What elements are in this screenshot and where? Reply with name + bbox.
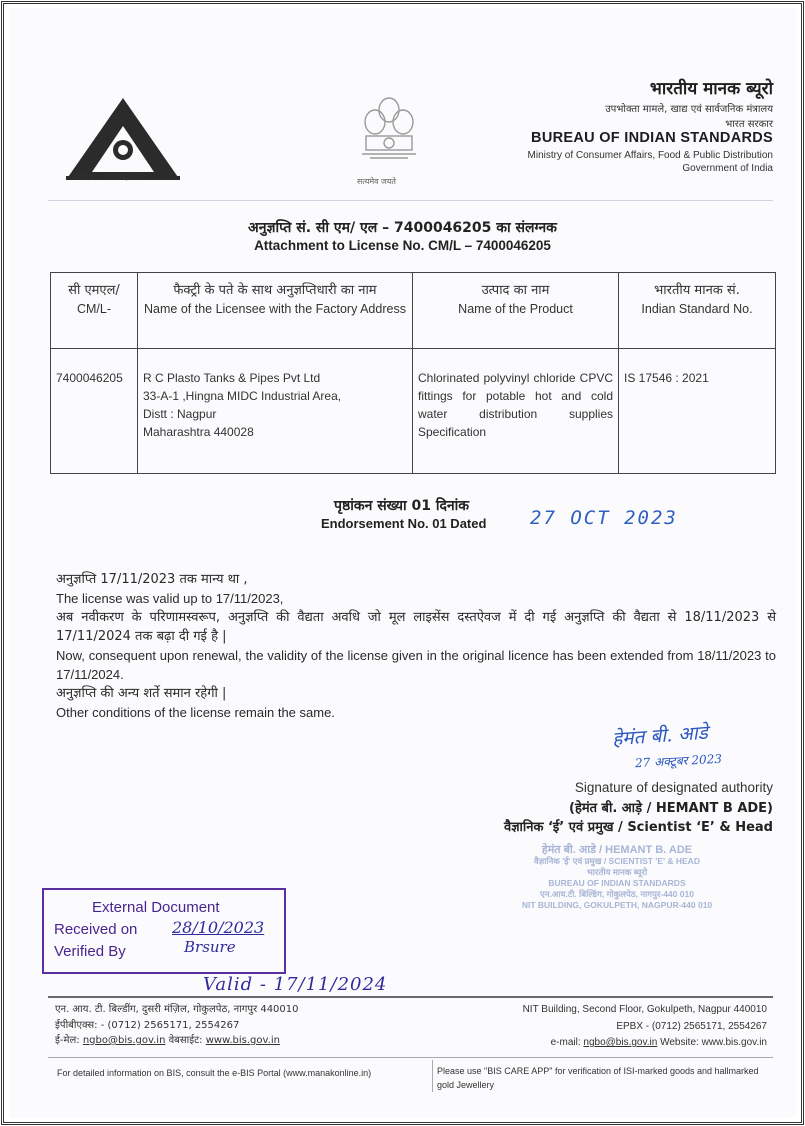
header-cml: सी एमएल/ CM/L- <box>51 273 138 349</box>
logo-caption: मानक: पथप्रदर्शक <box>74 172 144 182</box>
renewal-note-hindi: अब नवीकरण के परिणामस्वरूप, अनुज्ञप्ति की वैद्यता अवधि जो मूल लाइसेंस दस्तऐवज में दी गई अनुज्ञप्ति की वैद्यता से 18/11/2023 से 17/11/2024 तक बढ़ा दी गई है | <box>56 610 776 644</box>
footer-address-english: NIT Building, Second Floor, Gokulpeth, Nagpur 440010 EPBX - (0712) 2565171, 2554267 e-mail: ngbo@bis.gov.in Website: www.bis.gov.in <box>522 1004 767 1048</box>
renewal-note-english: Now, consequent upon renewal, the validity of the license given in the original licence has been extended from 18/11/2023 to 17/11/2024. <box>56 648 776 682</box>
footer-portal-note: For detailed information on BIS, consult the e-BIS Portal (www.manakonline.in) <box>57 1068 372 1078</box>
stamp-title: External Document <box>92 899 220 916</box>
stamp-verifier-signature: Brsure <box>184 938 236 956</box>
faded-seal: हेमंत बी. आडे / HEMANT B. ADE वैज्ञानिक 'ई' एवं प्रमुख / SCIENTIST 'E' & HEAD भारतीय मानक ब्यूरो BUREAU OF INDIAN STANDARDS एन.आय.टी. बिल्डिंग, गोकुलपेठ, नागपुर-440 010 NIT BUILDING, GOKULPETH, NAGPUR-440 010 <box>521 844 713 910</box>
footer-email-link[interactable]: ngbo@bis.gov.in <box>82 1035 166 1046</box>
body-text <box>56 570 776 722</box>
header-standard: भारतीय मानक सं. Indian Standard No. <box>619 273 776 349</box>
signature-caption: Signature of designated authority <box>574 780 773 795</box>
header-licensee: फैक्ट्री के पते के साथ अनुज्ञप्तिधारी का नाम Name of the Licensee with the Factory Address <box>138 273 413 349</box>
footer-address-hindi: एन. आय. टी. बिल्डींग, दुसरी मंज़िल, गोकुलपेठ, नागपुर 440010 ईपीबीएक्स: - (0712) 2565171, 2554267 ई-मेल: ngbo@bis.gov.in वेबसाईट: www.bis.gov.in <box>55 1004 299 1046</box>
conditions-note-english: Other conditions of the license remain the same. <box>56 705 335 720</box>
emblem-caption: सत्यमेव जयते <box>357 177 396 186</box>
footer-website-link[interactable]: www.bis.gov.in <box>205 1035 280 1046</box>
stamp-verified-label: Verified By <box>54 943 126 960</box>
footer-divider <box>48 996 773 998</box>
cell-cml: 7400046205 <box>51 349 138 474</box>
header-divider <box>48 200 773 201</box>
signatory-name: (हेमंत बी. आड़े / HEMANT B ADE) <box>569 801 773 816</box>
footer-email-link-en[interactable]: ngbo@bis.gov.in <box>583 1037 658 1048</box>
stamp-received-label: Received on <box>54 921 138 938</box>
handwritten-validity-note: Valid - 17/11/2024 <box>203 974 388 995</box>
conditions-note-hindi: अनुज्ञप्ति की अन्य शर्ते समान रहेगी | <box>56 686 227 701</box>
footer-divider-bottom <box>48 1057 773 1058</box>
ministry-hindi: उपभोक्ता मामले, खाद्य एवं सार्वजनिक मंत्रालय <box>605 104 773 115</box>
stamp-received-date: 28/10/2023 <box>172 918 265 937</box>
footer-website-link-en[interactable]: www.bis.gov.in <box>701 1037 767 1048</box>
attachment-title-english: Attachment to License No. CM/L – 7400046205 <box>254 238 551 253</box>
external-document-stamp <box>42 888 286 974</box>
cell-licensee: R C Plasto Tanks & Pipes Pvt Ltd 33-A-1 ,Hingna MIDC Industrial Area, Distt : Nagpur Maharashtra 440028 <box>138 349 413 474</box>
org-name-english: BUREAU OF INDIAN STANDARDS <box>531 130 773 146</box>
cell-standard: IS 17546 : 2021 <box>619 349 776 474</box>
cell-product: Chlorinated polyvinyl chloride CPVC fittings for potable hot and cold water distribution supplies Specification <box>413 349 619 474</box>
national-emblem-icon <box>352 92 426 170</box>
attachment-title-hindi: अनुज्ञप्ति सं. सी एम/ एल – 7400046205 का संलग्नक <box>248 220 557 236</box>
validity-note-english: The license was valid up to 17/11/2023, <box>56 591 284 606</box>
government-hindi: भारत सरकार <box>725 119 773 130</box>
ministry-english: Ministry of Consumer Affairs, Food & Public Distribution <box>527 150 773 161</box>
header-product: उत्पाद का नाम Name of the Product <box>413 273 619 349</box>
footer-app-note: Please use "BIS CARE APP" for verification of ISI-marked goods and hallmarked gold Jewellery <box>437 1066 759 1090</box>
handwritten-signature-date: 27 अक्टूबर 2023 <box>634 751 723 771</box>
endorsement-hindi: पृष्ठांकन संख्या 01 दिनांक <box>334 498 470 514</box>
signatory-designation: वैज्ञानिक ‘ई’ एवं प्रमुख / Scientist ‘E’ & Head <box>503 820 773 835</box>
org-name-hindi: भारतीय मानक ब्यूरो <box>649 79 773 99</box>
endorsement-english: Endorsement No. 01 Dated <box>321 516 487 531</box>
table-header-row <box>51 273 776 349</box>
handwritten-signature: हेमंत बी. आडे <box>611 721 709 751</box>
license-table <box>50 272 776 474</box>
government-english: Government of India <box>682 163 773 174</box>
validity-note-hindi: अनुज्ञप्ति 17/11/2023 तक मान्य था , <box>56 572 248 587</box>
endorsement-date-stamp: 27 OCT 2023 <box>530 507 678 529</box>
footer-separator <box>432 1060 433 1092</box>
table-row <box>51 349 776 474</box>
